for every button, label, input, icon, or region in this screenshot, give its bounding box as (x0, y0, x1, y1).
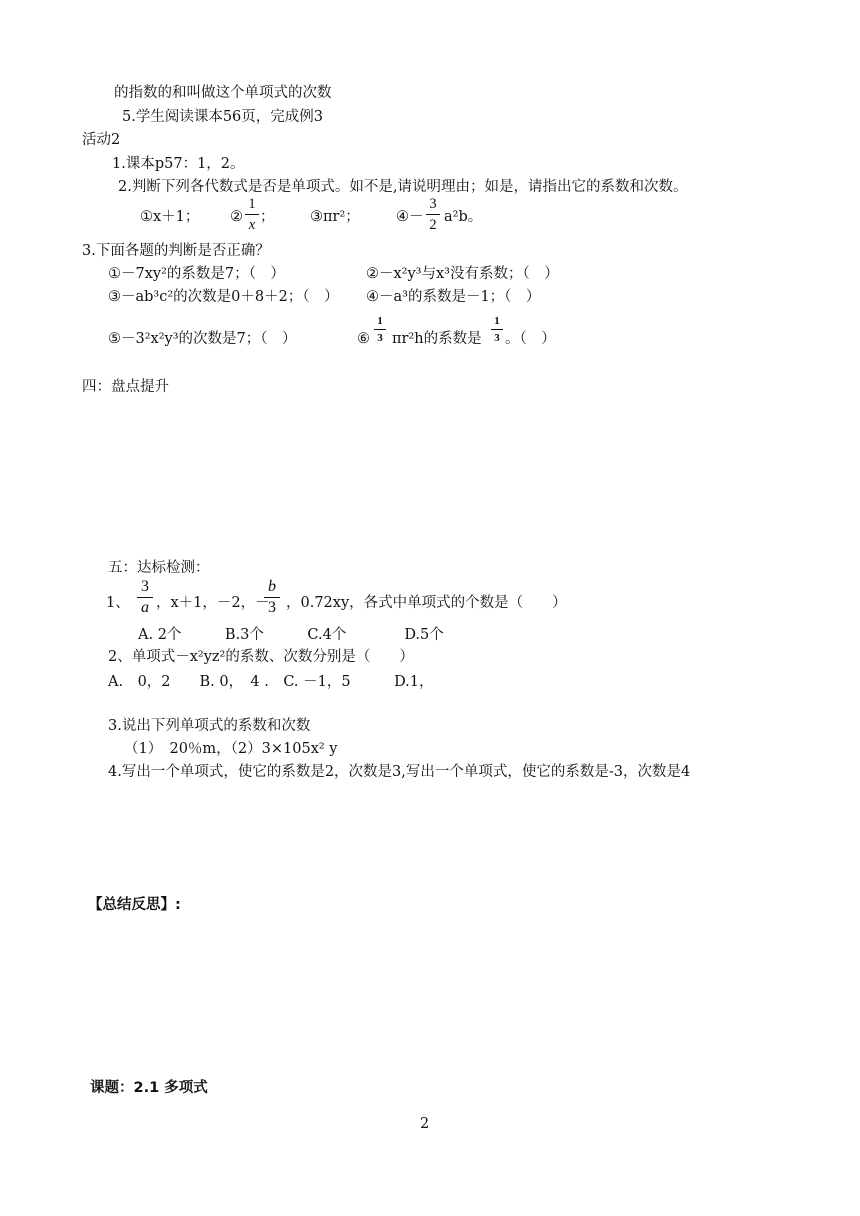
s5-q4: 4.写出一个单项式，使它的系数是2，次数是3,写出一个单项式，使它的系数是-3，次数是4 (108, 764, 691, 780)
intro-line-2: 5.学生阅读课本56页，完成例3 (122, 109, 324, 125)
q6-numerator-1: 1 (377, 315, 383, 327)
summary-heading: 【总结反思】: (88, 897, 181, 913)
fraction-bar (491, 329, 503, 330)
s5-q1-f2-denominator: 3 (268, 599, 276, 616)
judge-q3: ③－ab³c²的次数是0＋8＋2；（ ） (108, 289, 339, 305)
s5-q1-fraction-1 (137, 578, 153, 617)
judge-q5: ⑤－3²x²y³的次数是7；（ ） (108, 331, 297, 347)
expr-4-numerator: 3 (429, 196, 437, 212)
q6-numerator-2: 1 (494, 315, 500, 327)
judge-q1: ①－7xy²的系数是7；（ ） (108, 266, 285, 282)
expr-4-denominator: 2 (429, 217, 437, 233)
fraction-bar (137, 597, 153, 598)
s5-q1-f1-denominator: a (141, 599, 149, 616)
expr-4-suffix: a²b。 (444, 209, 483, 225)
s5-q1-f1-numerator: 3 (141, 578, 149, 595)
judge-q6-suffix: 。（ ） (505, 331, 556, 347)
q6-denominator-2: 3 (494, 332, 500, 344)
fraction-bar (374, 329, 386, 330)
fraction-bar (426, 214, 440, 215)
judge-q4: ④－a³的系数是－1；（ ） (366, 289, 541, 305)
activity2-heading: 活动2 (82, 132, 121, 148)
s5-q2: 2、单项式－x²yz²的系数、次数分别是（ ） (108, 649, 414, 665)
judge-q6-fraction-1 (374, 314, 386, 345)
s5-q1-options: A. 2个 B.3个 C.4个 D.5个 (138, 627, 444, 643)
s5-q2-options: A. 0，2 B. 0， 4 . C. －1，5 D.1， (108, 674, 434, 690)
s5-q3-items: （1） 20％m，（2）3×105x² y (124, 741, 338, 757)
expr-2-numerator: 1 (248, 196, 256, 212)
judge-q6-middle: πr²h的系数是 (392, 331, 482, 347)
expr-2-suffix: ； (260, 209, 275, 225)
section4-heading: 四：盘点提升 (82, 379, 169, 395)
section5-heading: 五：达标检测： (108, 560, 210, 576)
s5-q1-tail: ，0.72xy，各式中单项式的个数是（ ） (286, 595, 567, 611)
intro-line-1: 的指数的和叫做这个单项式的次数 (114, 85, 332, 101)
activity2-item-2: 2.判断下列各代数式是否是单项式。如不是,请说明理由；如是，请指出它的系数和次数。 (118, 179, 688, 195)
expr-2-prefix: ② (230, 209, 243, 225)
expr-2-denominator: x (248, 217, 256, 233)
next-topic-title: 课题：2.1 多项式 (90, 1080, 208, 1096)
expr-1: ①x＋1； (140, 209, 200, 225)
activity2-item-1: 1.课本p57：1，2。 (112, 156, 245, 172)
fraction-bar (245, 214, 259, 215)
judge-q2: ②－x²y³与x³没有系数；（ ） (366, 266, 559, 282)
expr-3: ③πr²； (310, 209, 360, 225)
expr-2-fraction (245, 195, 259, 234)
q6-denominator-1: 3 (377, 332, 383, 344)
s5-q1-middle: ，x＋1，－2，－ (156, 595, 270, 611)
s5-q1-f2-numerator: b (268, 578, 276, 595)
s5-q1-number: 1、 (106, 595, 130, 611)
s5-q1-fraction-2 (264, 578, 280, 617)
judge-heading: 3.下面各题的判断是否正确？ (82, 243, 270, 259)
fraction-bar (264, 597, 280, 598)
expr-4-prefix: ④－ (396, 209, 424, 225)
judge-q6-prefix: ⑥ (357, 331, 370, 347)
page-number: 2 (420, 1116, 430, 1132)
s5-q3: 3.说出下列单项式的系数和次数 (108, 718, 311, 734)
judge-q6-fraction-2 (491, 314, 503, 345)
expr-4-fraction (426, 195, 440, 234)
